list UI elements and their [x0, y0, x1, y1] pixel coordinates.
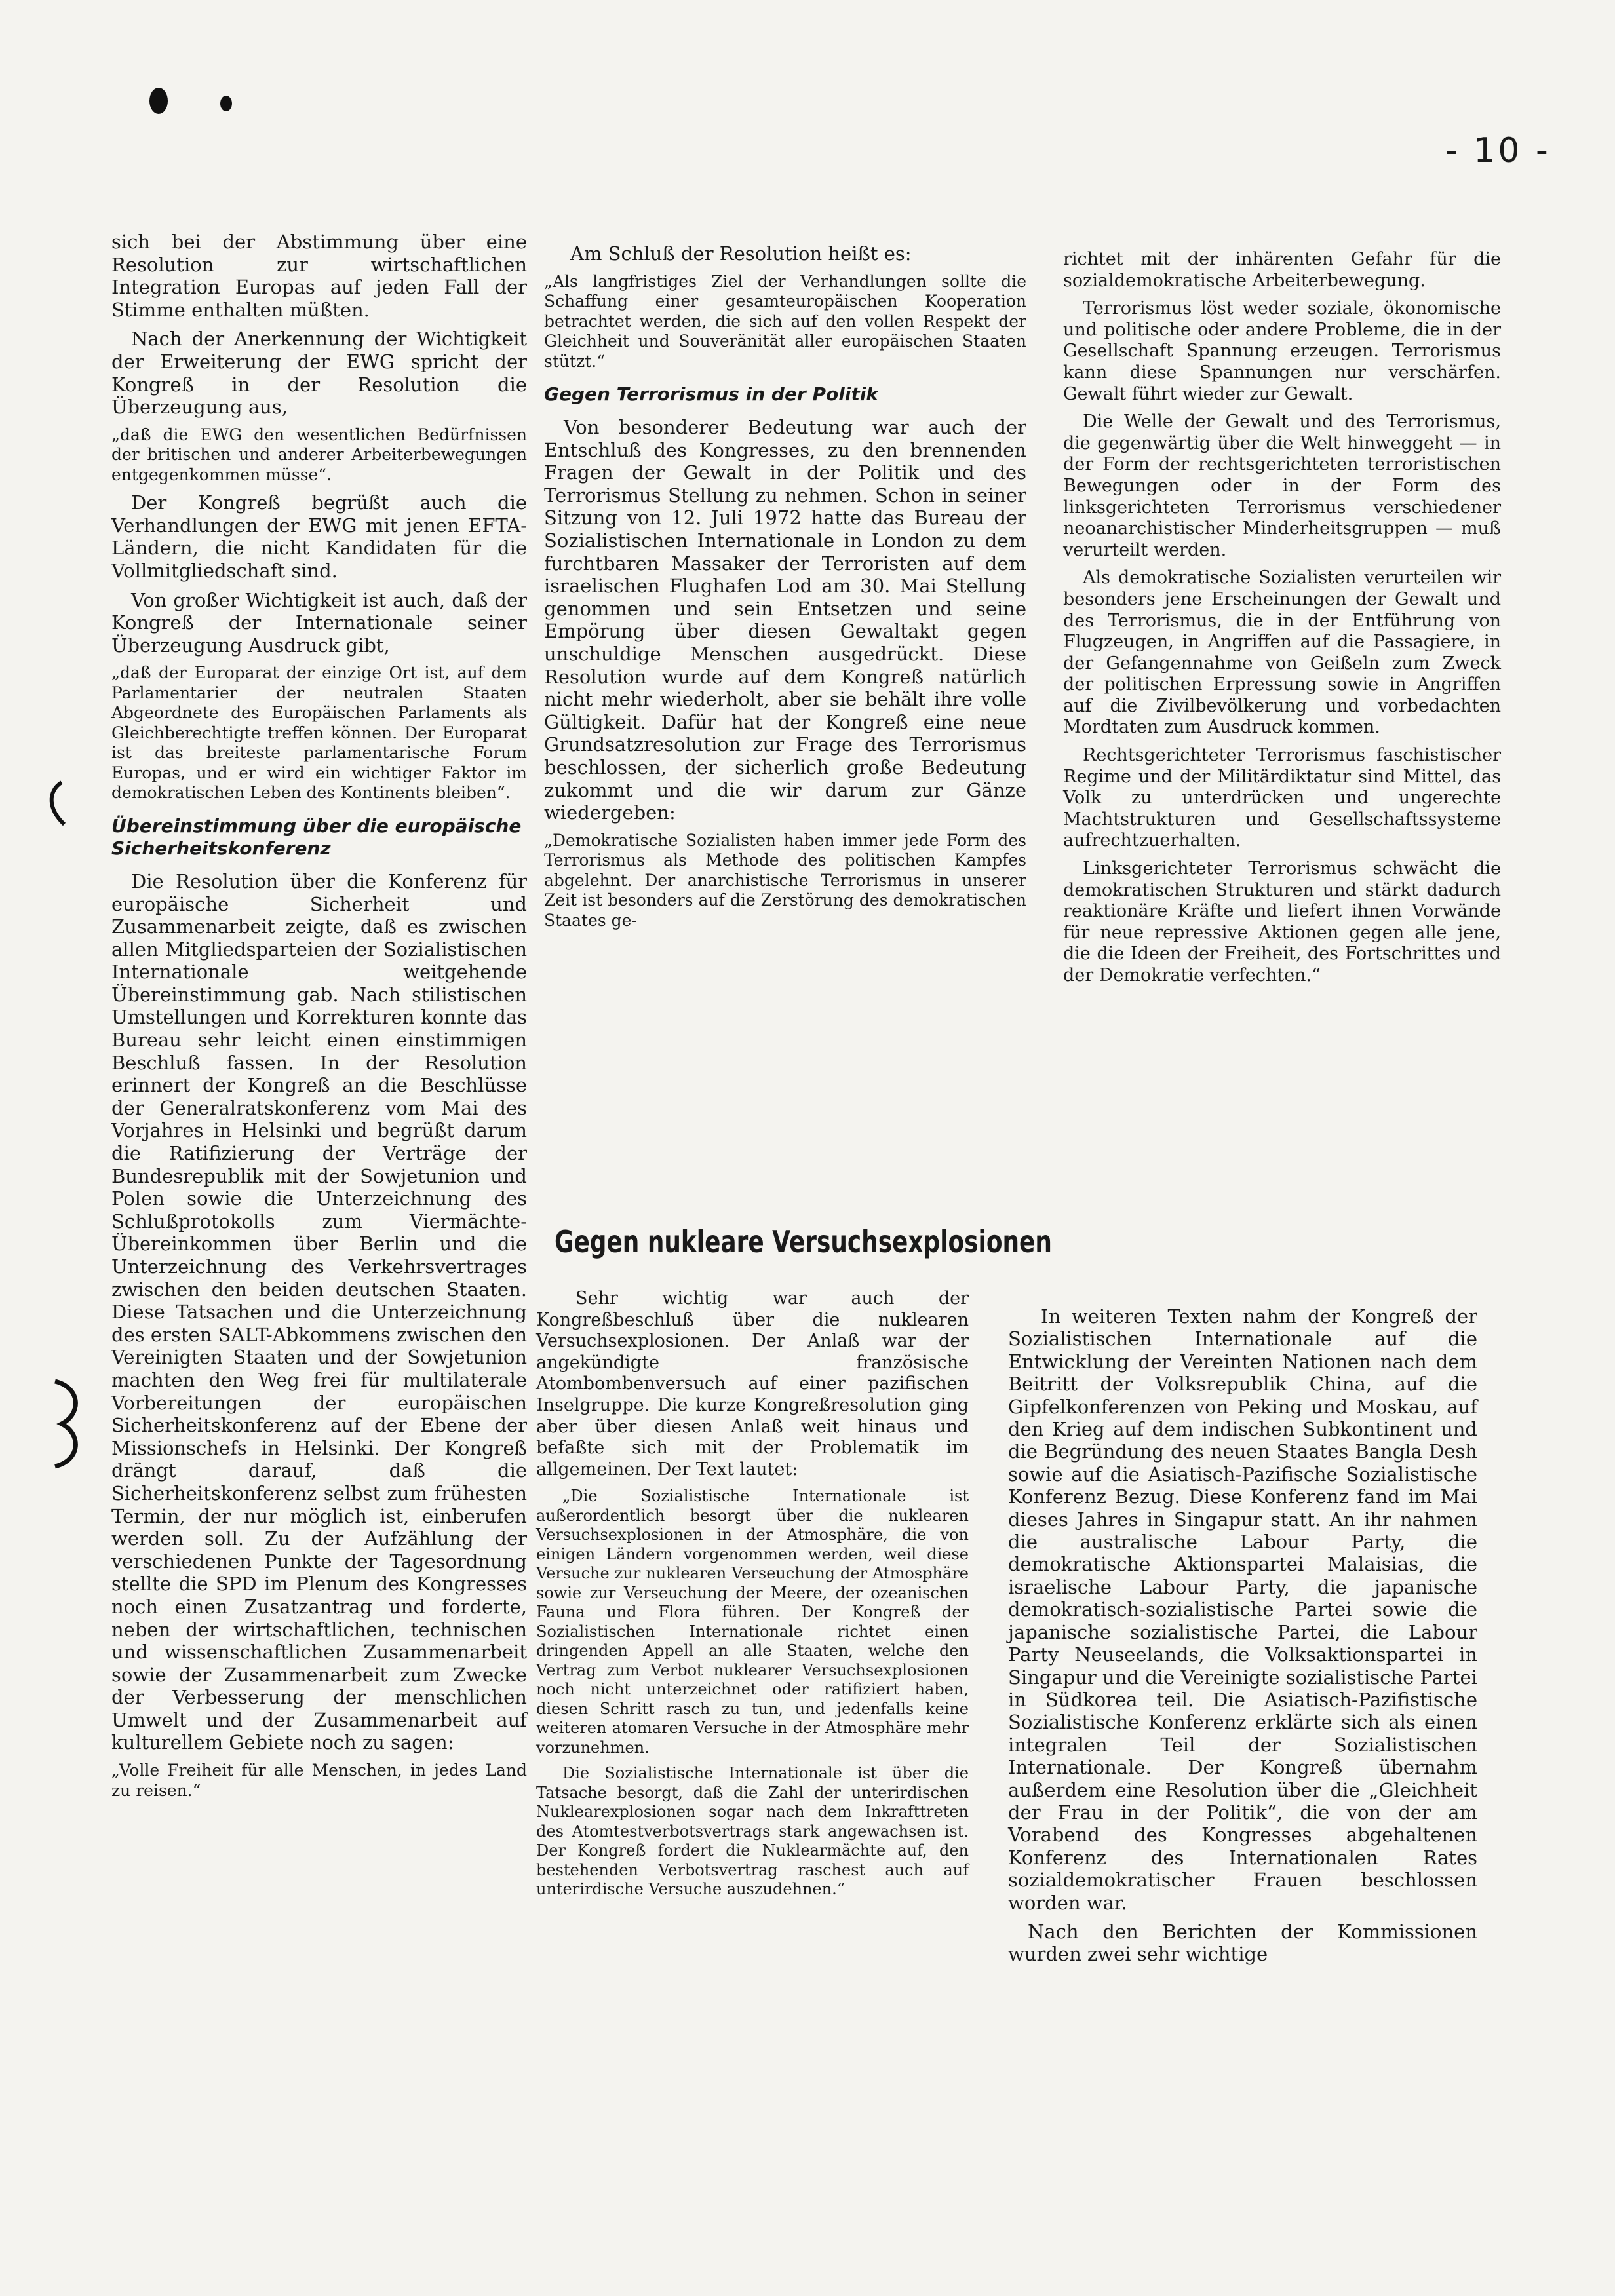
paragraph: In weiteren Texten nahm der Kongreß der Sozialistischen Internationale auf die Entwicklung der Vereinten Nationen nach dem Beitritt der Volksrepublik China, auf die Gipfelkonferenzen von Peking und Moskau, auf den Krieg auf dem indischen Subkontinent und die Begründung des neuen Staates Bangla Desh sowie auf die Asiatisch-Pazifische Sozialistische Konferenz Bezug. Diese Konferenz fand im Mai dieses Jahres in Singapur statt. An ihr nahmen die australische Labour Party, die demokratische Aktionspartei Malaisias, die israelische Labour Party, die japanische demokratisch-sozialistische Partei sowie die japanische sozialistische Partei, die Labour Party Neuseelands, die Volksaktionspartei in Singapur und die Vereinigte sozialistische Partei in Südkorea teil. Die Asiatisch-Pazifistische Sozialistische Konferenz erklärte sich als einen integralen Teil der Sozialistischen Internationale. Der Kongreß übernahm außerdem eine Resolution über die „Gleichheit der Frau in der Politik“, die von der am Vorabend des Kongresses abgehaltenen Konferenz des Internationalen Rates sozialdemokratischer Frauen beschlossen worden war.: [1008, 1305, 1477, 1914]
quote: „daß der Europarat der einzige Ort ist, auf dem Parlamentarier der neutralen Staaten Abgeordnete des Europäischen Parlaments als Gleichberechtigte treffen können. Der Europarat ist das breiteste parlamentarische Forum Europas, und er wird ein wichtiger Faktor im demokratischen Leben des Kontinents bleiben“.: [111, 663, 527, 803]
section-heading: Gegen Terrorismus in der Politik: [544, 383, 879, 406]
column-2: [544, 242, 1026, 930]
quote: Die Welle der Gewalt und des Terrorismus, die gegenwärtig über die Welt hinweggeht — in der Form der rechtsgerichteten terroristischen Bewegungen oder in der Form des linksgerichteten Terrorismus verschiedener neoanarchistischer Minderheitsgruppen — muß verurteilt werden.: [1063, 411, 1501, 560]
quote: Terrorismus löst weder soziale, ökonomische und politische oder andere Probleme, die in der Gesellschaft Spannung erzeugen. Terrorismus kann diese Spannungen nur verschärfen. Gewalt führt wieder zur Gewalt.: [1063, 298, 1501, 404]
quote: „Als langfristiges Ziel der Verhandlungen sollte die Schaffung einer gesamteuropäischen Kooperation betrachtet werden, die sich auf den vollen Respekt der Gleichheit und Souveränität aller europäischen Staaten stützt.“: [544, 271, 1026, 371]
quote: Die Sozialistische Internationale ist über die Tatsache besorgt, daß die Zahl der unterirdischen Nuklearexplosionen sogar nach dem Inkrafttreten des Atomtestverbotsvertrags stark angewachsen ist. Der Kongreß fordert die Nuklearmächte auf, den bestehenden Verbotsvertrag raschest auch auf unterirdische Versuche auszudehnen.“: [536, 1764, 969, 1899]
quote: „Volle Freiheit für alle Menschen, in jedes Land zu reisen.“: [111, 1761, 527, 1800]
column-4: [536, 1288, 969, 1900]
quote: Als demokratische Sozialisten verurteilen wir besonders jene Erscheinungen der Gewalt und des Terrorismus, die in der Entführung von Flugzeugen, in Angriffen auf die Passagiere, in der Gefangennahme von Geißeln zum Zweck der politischen Erpressung sowie in Angriffen auf die Zivilbevölkerung und vorbedachten Mordtaten zum Ausdruck kommen.: [1063, 567, 1501, 738]
section-heading: Übereinstimmung über die europäische Sicherheitskonferenz: [111, 814, 522, 859]
quote: „Die Sozialistische Internationale ist außerordentlich besorgt über die nuklearen Versuchsexplosionen in der Atmosphäre, die von einigen Ländern vorgenommen werden, weil diese Versuche zur nuklearen Verseuchung der Atmosphäre sowie zur Verseuchung der Meere, der ozeanischen Fauna und Flora führen. Der Kongreß der Sozialistischen Internationale richtet einen dringenden Appell an alle Staaten, welche den Vertrag zum Verbot nuklearer Versuchsexplosionen noch nicht unterzeichnet oder ratifiziert haben, diesen Schritt rasch zu tun, und jedenfalls keine weiteren atomaren Versuche in der Atmosphäre mehr vorzunehmen.: [536, 1487, 969, 1757]
column-1: [111, 231, 527, 1801]
paragraph: Der Kongreß begrüßt auch die Verhandlungen der EWG mit jenen EFTA-Ländern, die nicht Kandidaten für die Vollmitgliedschaft sind.: [111, 491, 527, 583]
margin-bracket-mark: [42, 778, 68, 831]
paragraph: Die Resolution über die Konferenz für europäische Sicherheit und Zusammenarbeit zeigte, daß es zwischen allen Mitgliedsparteien der Sozialistischen Internationale weitgehende Übereinstimmung gab. Nach stilistischen Umstellungen und Korrekturen konnte das Bureau sehr leicht einen einstimmigen Beschluß fassen. In der Resolution erinnert der Kongreß an die Beschlüsse der Generalratskonferenz vom Mai des Vorjahres in Helsinki und begrüßt darum die Ratifizierung der Verträge der Bundesrepublik mit der Sowjetunion und Polen sowie die Unterzeichnung des Schlußprotokolls zum Viermächte-Übereinkommen über Berlin und die Unterzeichnung des Verkehrsvertrages zwischen den beiden deutschen Staaten. Diese Tatsachen und die Unterzeichnung des ersten SALT-Abkommens zwischen den Vereinigten Staaten und der Sowjetunion machten den Weg frei für multilaterale Vorbereitungen der europäischen Sicherheitskonferenz auf der Ebene der Missionschefs in Helsinki. Der Kongreß drängt darauf, daß die Sicherheitskonferenz selbst zum frühesten Termin, der nur möglich ist, einberufen werden soll. Zu der Aufzählung der verschiedenen Punkte der Tagesordnung stellte die SPD im Plenum des Kongresses noch einen Zusatzantrag und forderte, neben der wirtschaftlichen, technischen und wissenschaftlichen Zusammenarbeit sowie der Zusammenarbeit zum Zwecke der Verbesserung der menschlichen Umwelt und der Zusammenarbeit auf kulturellem Gebiete noch zu sagen:: [111, 870, 527, 1754]
page-number: - 10 -: [1445, 131, 1551, 170]
margin-bracket-mark: [49, 1375, 88, 1473]
paragraph: Nach der Anerkennung der Wichtigkeit der Erweiterung der EWG spricht der Kongreß in der Resolution die Überzeugung aus,: [111, 328, 527, 419]
quote: „daß die EWG den wesentlichen Bedürfnissen der britischen und anderer Arbeiterbewegungen entgegenkommen müsse“.: [111, 425, 527, 484]
paragraph: Von besonderer Bedeutung war auch der Entschluß des Kongresses, zu den brennenden Fragen der Gewalt in der Politik und des Terrorismus Stellung zu nehmen. Schon in seiner Sitzung von 12. Juli 1972 hatte das Bureau der Sozialistischen Internationale in London zu dem furchtbaren Massaker der Terroristen auf dem israelischen Flughafen Lod am 30. Mai Stellung genommen und sein Entsetzen und seine Empörung über diesen Gewaltakt gegen unschuldige Menschen ausgedrückt. Diese Resolution wurde auf dem Kongreß natürlich nicht mehr wiederholt, aber sie behält ihre volle Gültigkeit. Dafür hat der Kongreß eine neue Grundsatzresolution zur Frage des Terrorismus beschlossen, der sicherlich große Bedeutung zukommt und die wir darum zur Gänze wiedergeben:: [544, 416, 1026, 824]
paragraph: Sehr wichtig war auch der Kongreßbeschluß über die nuklearen Versuchsexplosionen. Der Anlaß war der angekündigte französische Atombombenversuch auf einer pazifischen Inselgruppe. Die kurze Kongreßresolution ging aber über diesen Anlaß weit hinaus und befaßte sich mit der Problematik im allgemeinen. Der Text lautet:: [536, 1288, 969, 1480]
section-heading-nuclear: Gegen nukleare Versuchsexplosionen: [555, 1224, 1052, 1259]
paragraph: Von großer Wichtigkeit ist auch, daß der Kongreß der Internationale seiner Überzeugung Ausdruck gibt,: [111, 588, 527, 657]
column-3: [1063, 249, 1501, 987]
punch-hole-mark: [149, 88, 168, 114]
quote: richtet mit der inhärenten Gefahr für die sozialdemokratische Arbeiterbewegung.: [1063, 249, 1501, 291]
paragraph: Nach den Berichten der Kommissionen wurden zwei sehr wichtige: [1008, 1920, 1477, 1966]
column-5: [1008, 1305, 1477, 1966]
paragraph: sich bei der Abstimmung über eine Resolution zur wirtschaftlichen Integration Europas auf jeden Fall der Stimme enthalten müßten.: [111, 231, 527, 321]
quote: Linksgerichteter Terrorismus schwächt die demokratischen Strukturen und stärkt dadurch reaktionäre Kräfte und liefert ihnen Vorwände für neue repressive Aktionen gegen alle jene, die die Ideen der Freiheit, des Fortschrittes und der Demokratie verfechten.“: [1063, 858, 1501, 985]
punch-hole-mark: [220, 96, 232, 111]
paragraph: Am Schluß der Resolution heißt es:: [570, 242, 912, 265]
quote: Rechtsgerichteter Terrorismus faschistischer Regime und der Militärdiktatur sind Mittel, das Volk zu unterdrücken und ungerechte Machtstrukturen und Gesellschaftssysteme aufrechtzuerhalten.: [1063, 745, 1501, 851]
quote: „Demokratische Sozialisten haben immer jede Form des Terrorismus als Methode des politischen Kampfes abgelehnt. Der anarchistische Terrorismus in unserer Zeit ist besonders auf die Zerstörung des demokratischen Staates ge-: [544, 830, 1026, 930]
